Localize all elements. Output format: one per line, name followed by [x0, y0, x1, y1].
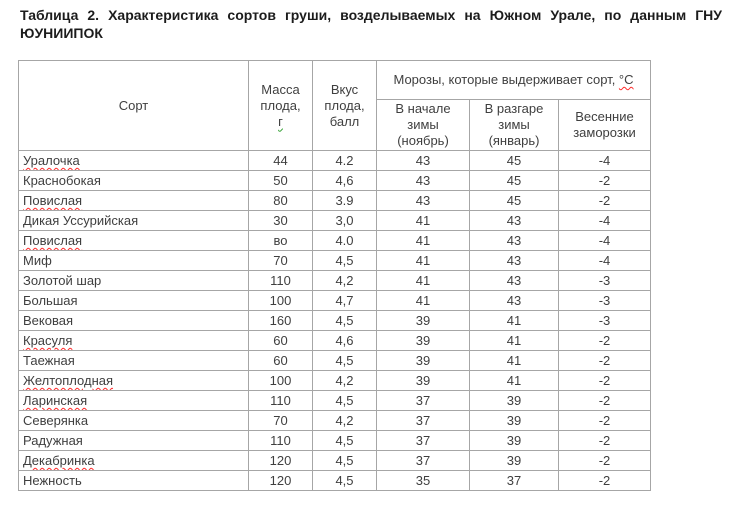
- variety-name: Северянка: [23, 413, 89, 428]
- variety-name: Таежная: [23, 353, 75, 368]
- mass-cell: 80: [249, 191, 313, 211]
- frost-early-cell: 43: [377, 191, 470, 211]
- table-row: [19, 211, 651, 231]
- variety-name: Миф: [23, 253, 52, 268]
- taste-cell: 4,5: [313, 311, 377, 331]
- col-header-sort: Сорт: [19, 61, 249, 151]
- frost-mid-cell: 37: [470, 471, 559, 491]
- frost-early-cell: 39: [377, 311, 470, 331]
- table-row: [19, 451, 651, 471]
- variety-cell: [19, 251, 249, 271]
- table-row: [19, 471, 651, 491]
- spring-frost-cell: -2: [559, 471, 651, 491]
- table-row: [19, 391, 651, 411]
- frost-mid-cell: 39: [470, 411, 559, 431]
- spring-frost-cell: -2: [559, 371, 651, 391]
- frost-early-cell: 43: [377, 151, 470, 171]
- table-row: [19, 151, 651, 171]
- mass-cell: 110: [249, 391, 313, 411]
- spring-frost-cell: -4: [559, 151, 651, 171]
- spring-frost-cell: -4: [559, 211, 651, 231]
- variety-cell: [19, 431, 249, 451]
- frost-early-cell: 41: [377, 231, 470, 251]
- frost-mid-cell: 45: [470, 191, 559, 211]
- mass-cell: 30: [249, 211, 313, 231]
- pear-varieties-table: [18, 60, 651, 491]
- mass-cell: 50: [249, 171, 313, 191]
- table-row: [19, 331, 651, 351]
- mass-cell: во: [249, 231, 313, 251]
- frost-early-cell: 35: [377, 471, 470, 491]
- variety-cell: [19, 291, 249, 311]
- spring-frost-cell: -4: [559, 251, 651, 271]
- mass-cell: 110: [249, 271, 313, 291]
- variety-cell: [19, 171, 249, 191]
- frost-early-cell: 37: [377, 451, 470, 471]
- frost-mid-cell: 39: [470, 451, 559, 471]
- mass-cell: 110: [249, 431, 313, 451]
- variety-cell: [19, 391, 249, 411]
- mass-unit-misspelled: г: [278, 113, 283, 129]
- variety-name: Дикая Уссурийская: [23, 213, 139, 228]
- taste-cell: 4,2: [313, 411, 377, 431]
- frost-early-cell: 41: [377, 251, 470, 271]
- frost-mid-cell: 43: [470, 271, 559, 291]
- table-title: Таблица 2. Характеристика сортов груши, возделываемых на Южном Урале, по данным ГНУ ЮУНИИПОК: [20, 7, 722, 41]
- frost-early-cell: 39: [377, 351, 470, 371]
- spring-frost-cell: -2: [559, 431, 651, 451]
- frost-mid-cell: 45: [470, 151, 559, 171]
- table-row: [19, 431, 651, 451]
- taste-cell: 4,5: [313, 431, 377, 451]
- frost-mid-cell: 41: [470, 351, 559, 371]
- col-header-mass: [249, 61, 313, 151]
- col-header-frost-mid: В разгаре зимы (январь): [470, 100, 559, 151]
- spring-frost-cell: -2: [559, 191, 651, 211]
- spring-frost-cell: -3: [559, 311, 651, 331]
- taste-cell: 4,2: [313, 271, 377, 291]
- frost-early-cell: 37: [377, 411, 470, 431]
- variety-name: Желтоплодная: [23, 373, 114, 388]
- table-row: [19, 251, 651, 271]
- spring-frost-cell: -4: [559, 231, 651, 251]
- taste-cell: 4,7: [313, 291, 377, 311]
- frost-early-cell: 39: [377, 371, 470, 391]
- frost-mid-cell: 41: [470, 331, 559, 351]
- col-header-frost-early: В начале зимы (ноябрь): [377, 100, 470, 151]
- header-row-top: [19, 61, 651, 100]
- frost-mid-cell: 41: [470, 311, 559, 331]
- taste-cell: 4,5: [313, 451, 377, 471]
- table-row: [19, 171, 651, 191]
- variety-name: Большая: [23, 293, 78, 308]
- mass-cell: 100: [249, 291, 313, 311]
- variety-name: Золотой шар: [23, 273, 102, 288]
- table-row: [19, 291, 651, 311]
- variety-name: Повислая: [23, 233, 83, 248]
- frost-early-cell: 43: [377, 171, 470, 191]
- taste-cell: 3.9: [313, 191, 377, 211]
- spring-frost-cell: -2: [559, 391, 651, 411]
- frost-group-unit-misspelled: °С: [618, 72, 634, 87]
- variety-cell: [19, 411, 249, 431]
- variety-cell: [19, 191, 249, 211]
- variety-cell: [19, 331, 249, 351]
- spring-frost-cell: -2: [559, 451, 651, 471]
- table-row: [19, 411, 651, 431]
- taste-cell: 4,5: [313, 351, 377, 371]
- frost-mid-cell: 43: [470, 211, 559, 231]
- mass-cell: 60: [249, 331, 313, 351]
- taste-cell: 4,6: [313, 171, 377, 191]
- frost-early-cell: 41: [377, 271, 470, 291]
- mass-cell: 70: [249, 251, 313, 271]
- taste-cell: 4,5: [313, 251, 377, 271]
- mass-cell: 120: [249, 451, 313, 471]
- variety-name: Вековая: [23, 313, 73, 328]
- variety-cell: [19, 371, 249, 391]
- taste-cell: 4.0: [313, 231, 377, 251]
- variety-cell: [19, 231, 249, 251]
- variety-cell: [19, 271, 249, 291]
- frost-early-cell: 37: [377, 391, 470, 411]
- variety-name: Красуля: [23, 333, 73, 348]
- taste-cell: 4.2: [313, 151, 377, 171]
- spring-frost-cell: -3: [559, 271, 651, 291]
- frost-mid-cell: 39: [470, 431, 559, 451]
- variety-cell: [19, 471, 249, 491]
- mass-cell: 160: [249, 311, 313, 331]
- table-row: [19, 271, 651, 291]
- variety-name: Радужная: [23, 433, 83, 448]
- variety-name: Краснобокая: [23, 173, 101, 188]
- variety-name: Уралочка: [23, 153, 80, 168]
- frost-mid-cell: 39: [470, 391, 559, 411]
- mass-cell: 100: [249, 371, 313, 391]
- frost-mid-cell: 43: [470, 251, 559, 271]
- mass-label: Масса плода,: [260, 81, 301, 113]
- mass-cell: 120: [249, 471, 313, 491]
- taste-cell: 3,0: [313, 211, 377, 231]
- table-row: [19, 311, 651, 331]
- variety-cell: [19, 351, 249, 371]
- spring-frost-cell: -2: [559, 411, 651, 431]
- frost-early-cell: 39: [377, 331, 470, 351]
- frost-mid-cell: 41: [470, 371, 559, 391]
- col-header-frost-group: [377, 61, 651, 100]
- frost-early-cell: 41: [377, 291, 470, 311]
- spring-frost-cell: -2: [559, 351, 651, 371]
- taste-cell: 4,6: [313, 331, 377, 351]
- variety-cell: [19, 451, 249, 471]
- variety-cell: [19, 311, 249, 331]
- variety-name: Декабринка: [23, 453, 95, 468]
- spring-frost-cell: -2: [559, 171, 651, 191]
- variety-cell: [19, 151, 249, 171]
- mass-cell: 44: [249, 151, 313, 171]
- table-row: [19, 371, 651, 391]
- variety-cell: [19, 211, 249, 231]
- variety-name: Нежность: [23, 473, 82, 488]
- mass-cell: 70: [249, 411, 313, 431]
- spring-frost-cell: -3: [559, 291, 651, 311]
- table-row: [19, 231, 651, 251]
- frost-early-cell: 37: [377, 431, 470, 451]
- table-row: [19, 191, 651, 211]
- taste-cell: 4,2: [313, 371, 377, 391]
- mass-cell: 60: [249, 351, 313, 371]
- table-row: [19, 351, 651, 371]
- taste-cell: 4,5: [313, 471, 377, 491]
- variety-name: Повислая: [23, 193, 83, 208]
- frost-early-cell: 41: [377, 211, 470, 231]
- col-header-frost-spring: Весенние заморозки: [559, 100, 651, 151]
- col-header-taste: Вкус плода, балл: [313, 61, 377, 151]
- frost-mid-cell: 45: [470, 171, 559, 191]
- taste-cell: 4,5: [313, 391, 377, 411]
- frost-mid-cell: 43: [470, 231, 559, 251]
- frost-group-label: Морозы, которые выдерживает сорт,: [393, 72, 619, 87]
- spring-frost-cell: -2: [559, 331, 651, 351]
- frost-mid-cell: 43: [470, 291, 559, 311]
- variety-name: Ларинская: [23, 393, 88, 408]
